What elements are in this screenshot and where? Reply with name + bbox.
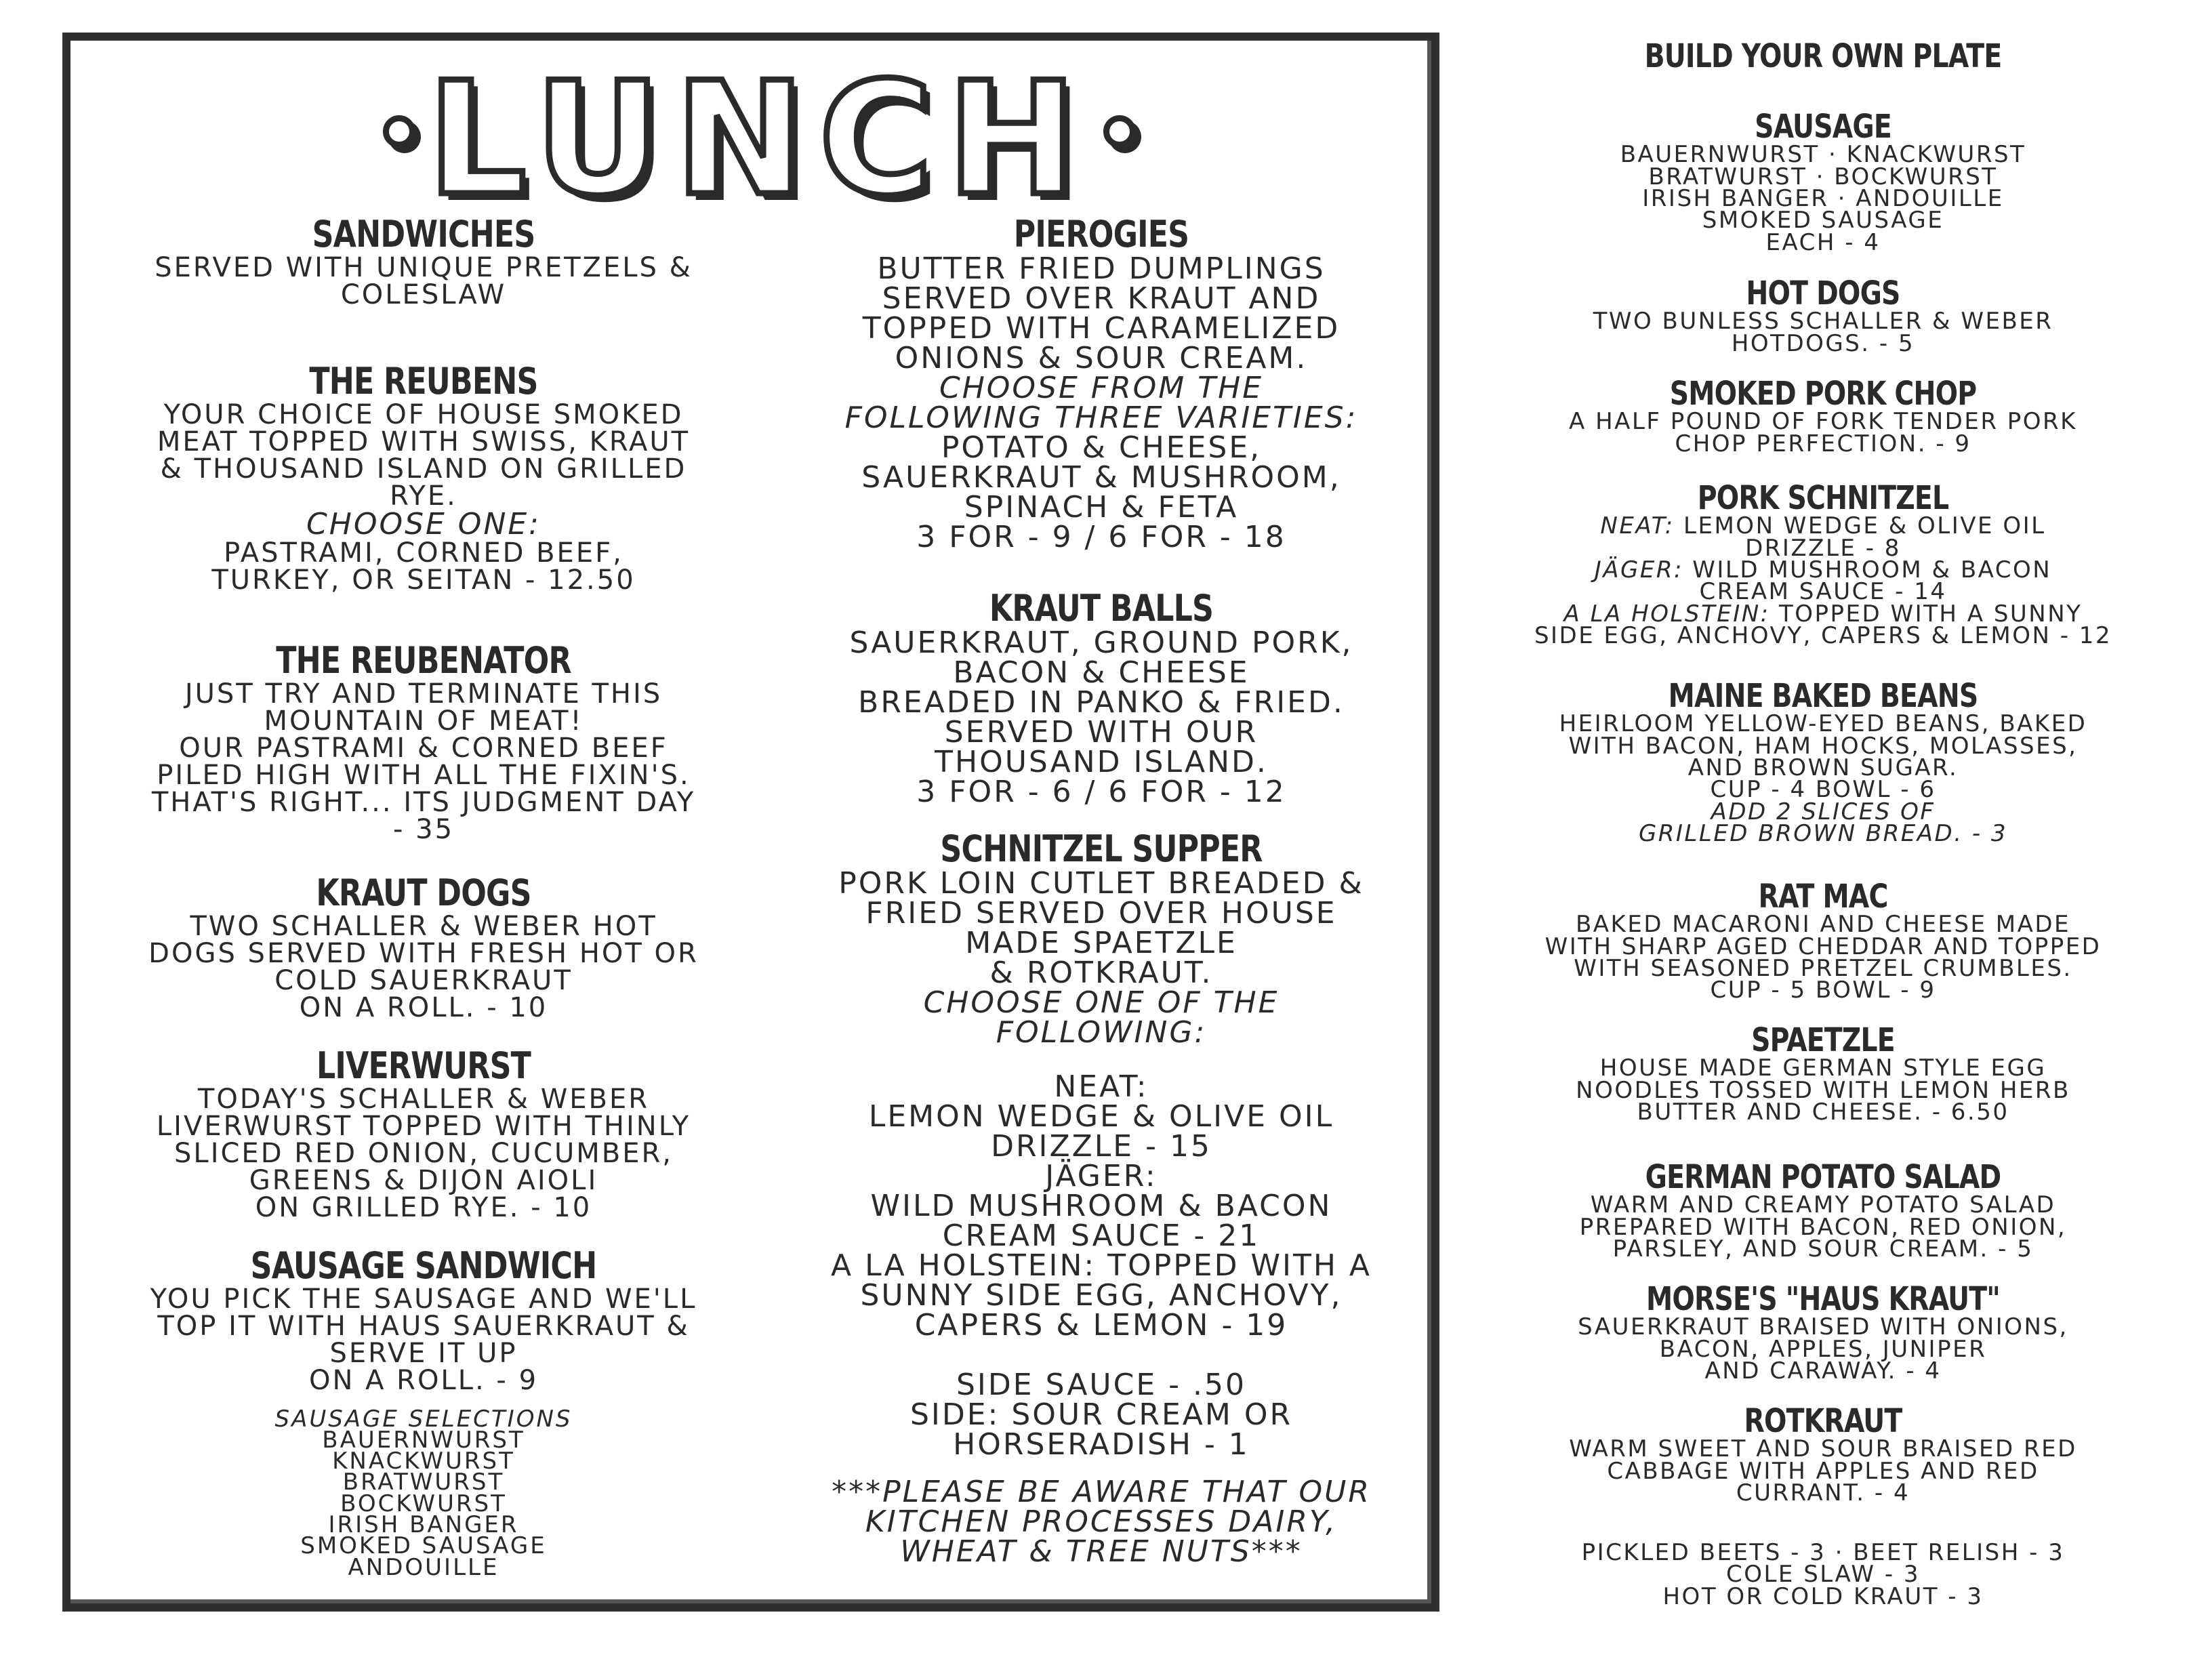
menu-text: RYE. (390, 480, 457, 512)
menu-text: TWO SCHALLER & WEBER HOT (190, 910, 657, 942)
menu-price: HOT OR COLD KRAUT - 3 (1662, 1582, 1984, 1610)
item-heading: THE REUBENS (309, 360, 538, 403)
item-liverwurst (81, 1044, 766, 1223)
menu-price: 3 FOR - 6 / 6 FOR - 12 (916, 774, 1286, 809)
item-heading: PORK SCHNITZEL (1697, 479, 1949, 517)
menu-text: DOGS SERVED WITH FRESH HOT OR (148, 937, 699, 969)
menu-text: MEAT TOPPED WITH SWISS, KRAUT (157, 426, 691, 457)
item-pork-schnitzel (1464, 481, 2182, 647)
item-rotkraut (1464, 1402, 2182, 1507)
list-item: ANDOUILLE (348, 1553, 499, 1581)
item-hot-dogs (1464, 274, 2182, 357)
menu-price: EACH - 4 (1765, 228, 1881, 256)
menu-text: MOUNTAIN OF MEAT! (264, 705, 584, 737)
add-on-text: GRILLED BROWN BREAD. - 3 (1638, 819, 2008, 847)
menu-price: CURRANT. - 4 (1736, 1479, 1910, 1507)
item-schnitzel-supper (766, 827, 1437, 1343)
selections-title: SAUSAGE SELECTIONS (274, 1405, 573, 1433)
item-rat-mac (1464, 880, 2182, 1002)
menu-text: PASTRAMI, CORNED BEEF, (224, 537, 623, 569)
item-heading: KRAUT BALLS (989, 587, 1214, 630)
menu-text: YOU PICK THE SAUSAGE AND WE'LL (150, 1283, 697, 1315)
menu-text: & THOUSAND ISLAND ON GRILLED (160, 453, 687, 485)
menu-text: WITH SEASONED PRETZEL CRUMBLES. (1574, 954, 2072, 982)
item-heading: MAINE BAKED BEANS (1668, 677, 1978, 715)
menu-price: TURKEY, OR SEITAN - 12.50 (211, 564, 636, 596)
item-heading: SAUSAGE SANDWICH (250, 1244, 597, 1287)
menu-text: PORK LOIN CUTLET BREADED & (838, 865, 1364, 901)
menu-price: BUTTER AND CHEESE. - 6.50 (1637, 1098, 2009, 1126)
menu-text: WITH SHARP AGED CHEDDAR AND TOPPED (1544, 933, 2102, 960)
allergy-warning (766, 1477, 1437, 1567)
menu-price: CREAM SAUCE - 14 (1699, 578, 1947, 606)
menu-text: TOPPED WITH A SUNNY (1769, 600, 2083, 628)
menu-text: SAUERKRAUT, GROUND PORK, (849, 625, 1353, 660)
item-haus-kraut (1464, 1280, 2182, 1385)
menu-price: 3 FOR - 9 / 6 FOR - 18 (916, 519, 1286, 554)
choose-label: CHOOSE ONE OF THE (923, 985, 1280, 1020)
menu-text: SIDE: SOUR CREAM OR (909, 1397, 1293, 1432)
menu-price: CAPERS & LEMON - 19 (914, 1307, 1288, 1343)
item-heading: RAT MAC (1758, 878, 1888, 916)
menu-text: COLD SAUERKRAUT (274, 964, 573, 996)
menu-text: BREADED IN PANKO & FRIED. (858, 684, 1345, 720)
menu-text: LIVERWURST TOPPED WITH THINLY (156, 1110, 691, 1142)
item-sausage (1464, 108, 2182, 256)
item-heading: PIEROGIES (1013, 213, 1189, 255)
menu-price: ON GRILLED RYE. - 10 (255, 1191, 592, 1223)
menu-text: POTATO & CHEESE, (941, 430, 1262, 465)
menu-text: SAUERKRAUT & MUSHROOM, (861, 459, 1341, 495)
item-heading: MORSE'S "HAUS KRAUT" (1646, 1280, 2000, 1318)
menu-text: SIDE SAUCE - .50 (956, 1368, 1246, 1402)
menu-text: IRISH BANGER · ANDOUILLE (1642, 184, 2004, 212)
menu-text: MADE SPAETZLE (965, 925, 1237, 960)
menu-text: PREPARED WITH BACON, RED ONION, (1579, 1213, 2067, 1241)
section-sandwiches (81, 213, 766, 310)
item-heading: LIVERWURST (316, 1044, 531, 1087)
menu-text: SERVED OVER KRAUT AND (882, 281, 1321, 316)
list-item: KNACKWURST (332, 1448, 515, 1475)
menu-text: LEMON WEDGE & OLIVE OIL (868, 1099, 1334, 1134)
menu-price: CREAM SAUCE - 21 (942, 1218, 1261, 1253)
item-heading: SCHNITZEL SUPPER (940, 827, 1263, 870)
menu-text: SUNNY SIDE EGG, ANCHOVY, (860, 1277, 1343, 1313)
menu-text: SERVED WITH UNIQUE PRETZELS & (155, 251, 693, 283)
menu-price: AND CARAWAY. - 4 (1704, 1357, 1942, 1385)
item-heading: THE REUBENATOR (276, 639, 571, 682)
menu-text: BAUERNWURST · KNACKWURST (1620, 141, 2026, 169)
list-item: IRISH BANGER (328, 1511, 519, 1539)
menu-text: BACON, APPLES, JUNIPER (1659, 1335, 1987, 1363)
menu-text: TWO BUNLESS SCHALLER & WEBER (1593, 308, 2053, 335)
menu-text: SAUERKRAUT BRAISED WITH ONIONS, (1578, 1313, 2068, 1341)
item-the-reubenator (81, 639, 766, 845)
item-heading: KRAUT DOGS (316, 872, 531, 914)
menu-price: ON A ROLL. - 10 (299, 991, 548, 1023)
menu-text: SLICED RED ONION, CUCUMBER, (174, 1137, 673, 1169)
item-pierogies (766, 213, 1437, 554)
column-right (1464, 0, 2182, 1667)
build-heading: BUILD YOUR OWN PLATE (1644, 37, 2002, 75)
build-your-own-title (1464, 39, 2182, 73)
choose-label: CHOOSE ONE: (306, 506, 541, 541)
sides-note (766, 1370, 1437, 1460)
menu-text: WILD MUSHROOM & BACON (870, 1188, 1332, 1223)
menu-text: SMOKED SAUSAGE (1702, 207, 1944, 234)
style-label: JÄGER: (1594, 556, 1683, 583)
menu-text: HORSERADISH - 1 (953, 1427, 1250, 1462)
section-heading: SANDWICHES (312, 213, 535, 255)
menu-text: WARM SWEET AND SOUR BRAISED RED (1569, 1435, 2077, 1463)
menu-text: SPINACH & FETA (964, 489, 1239, 525)
item-maine-baked-beans (1464, 677, 2182, 847)
menu-text: THOUSAND ISLAND. (935, 744, 1268, 779)
menu-text: NOODLES TOSSED WITH LEMON HERB (1576, 1076, 2070, 1104)
menu-price: CUP - 5 BOWL - 9 (1710, 977, 1936, 1004)
menu-text: A LA HOLSTEIN: TOPPED WITH A (830, 1248, 1372, 1283)
item-heading: SPAETZLE (1751, 1021, 1895, 1059)
menu-price: PICKLED BEETS - 3 · BEET RELISH - 3 (1581, 1539, 2065, 1566)
list-item: SMOKED SAUSAGE (300, 1532, 547, 1560)
menu-price: ON A ROLL. - 9 (308, 1364, 539, 1396)
menu-price: HOTDOGS. - 5 (1731, 329, 1915, 357)
menu-text: BACON & CHEESE (953, 655, 1250, 690)
style-label: NEAT: (1600, 512, 1675, 540)
menu-text: HOUSE MADE GERMAN STYLE EGG (1599, 1054, 2047, 1082)
item-smoked-pork-chop (1464, 377, 2182, 455)
menu-text: BUTTER FRIED DUMPLINGS (877, 251, 1326, 286)
item-sausage-sandwich (81, 1244, 766, 1581)
menu-text: GREENS & DIJON AIOLI (249, 1164, 598, 1196)
menu-text: TOP IT WITH HAUS SAUERKRAUT & (157, 1310, 690, 1342)
choose-label: FOLLOWING: (996, 1015, 1207, 1050)
item-the-reubens (81, 360, 766, 596)
menu-text: BRATWURST · BOCKWURST (1648, 163, 1998, 190)
menu-title: LUNCH (427, 49, 1091, 230)
item-heading: HOT DOGS (1746, 274, 1900, 312)
menu-text: & ROTKRAUT. (989, 955, 1213, 990)
menu-text: FRIED SERVED OVER HOUSE (865, 895, 1337, 930)
list-item: BAUERNWURST (322, 1426, 525, 1454)
menu-text: THAT'S RIGHT... ITS JUDGMENT DAY (151, 786, 696, 818)
item-kraut-balls (766, 587, 1437, 809)
menu-text: LEMON WEDGE & OLIVE OIL (1674, 512, 2046, 540)
item-heading: GERMAN POTATO SALAD (1645, 1158, 2001, 1196)
add-on-text: ADD 2 SLICES OF (1711, 798, 1936, 825)
style-label: A LA HOLSTEIN: (1563, 600, 1770, 628)
item-heading: SMOKED PORK CHOP (1669, 375, 1977, 413)
menu-price: DRIZZLE - 15 (991, 1128, 1212, 1164)
item-heading: ROTKRAUT (1744, 1402, 1902, 1440)
menu-text: A HALF POUND OF FORK TENDER PORK (1569, 408, 2077, 436)
item-heading: SAUSAGE (1755, 108, 1891, 146)
column-middle (766, 0, 1437, 1626)
menu-text: JUST TRY AND TERMINATE THIS (184, 678, 663, 710)
extras-list (1464, 1539, 2182, 1610)
column-left (81, 0, 766, 1626)
warning-text: WHEAT & TREE NUTS*** (900, 1534, 1303, 1569)
menu-price: CUP - 4 BOWL - 6 (1710, 776, 1936, 804)
menu-text: WARM AND CREAMY POTATO SALAD (1590, 1191, 2056, 1219)
menu-text: PILED HIGH WITH ALL THE FIXIN'S. (157, 759, 691, 791)
item-german-potato-salad (1464, 1158, 2182, 1263)
menu-text: WITH BACON, HAM HOCKS, MOLASSES, (1568, 732, 2078, 760)
list-item: BOCKWURST (340, 1490, 507, 1517)
item-spaetzle (1464, 1021, 2182, 1126)
warning-text: KITCHEN PROCESSES DAIRY, (865, 1504, 1338, 1539)
menu-text: BAKED MACARONI AND CHEESE MADE (1575, 911, 2071, 939)
choose-label: FOLLOWING THREE VARIETIES: (844, 400, 1358, 435)
menu-price: - 35 (392, 813, 455, 845)
menu-price: SIDE EGG, ANCHOVY, CAPERS & LEMON - 12 (1534, 621, 2112, 649)
warning-text: ***PLEASE BE AWARE THAT OUR (832, 1475, 1371, 1509)
menu-text: CABBAGE WITH APPLES AND RED (1607, 1457, 2039, 1485)
menu-price: DRIZZLE - 8 (1745, 534, 1901, 562)
menu-text: TOPPED WITH CARAMELIZED (862, 310, 1341, 346)
menu-price: PARSLEY, AND SOUR CREAM. - 5 (1612, 1235, 2034, 1263)
menu-text: WILD MUSHROOM & BACON (1683, 556, 2052, 583)
menu-text: COLESLAW (340, 279, 507, 310)
menu-text: AND BROWN SUGAR. (1687, 754, 1959, 781)
menu-text: TODAY'S SCHALLER & WEBER (197, 1083, 650, 1115)
menu-text: SERVE IT UP (329, 1337, 518, 1369)
menu-text: JÄGER: (1045, 1158, 1158, 1193)
menu-text: SERVED WITH OUR (944, 714, 1259, 750)
choose-label: CHOOSE FROM THE (939, 370, 1264, 405)
menu-text: OUR PASTRAMI & CORNED BEEF (179, 732, 668, 764)
menu-price: CHOP PERFECTION. - 9 (1675, 430, 1971, 457)
menu-text: HEIRLOOM YELLOW-EYED BEANS, BAKED (1559, 710, 2087, 738)
menu-price: COLE SLAW - 3 (1725, 1561, 1921, 1589)
item-kraut-dogs (81, 874, 766, 1021)
list-item: BRATWURST (342, 1469, 505, 1496)
menu-text: YOUR CHOICE OF HOUSE SMOKED (163, 398, 684, 430)
menu-text: NEAT: (1054, 1069, 1149, 1104)
menu-text: ONIONS & SOUR CREAM. (895, 340, 1308, 375)
